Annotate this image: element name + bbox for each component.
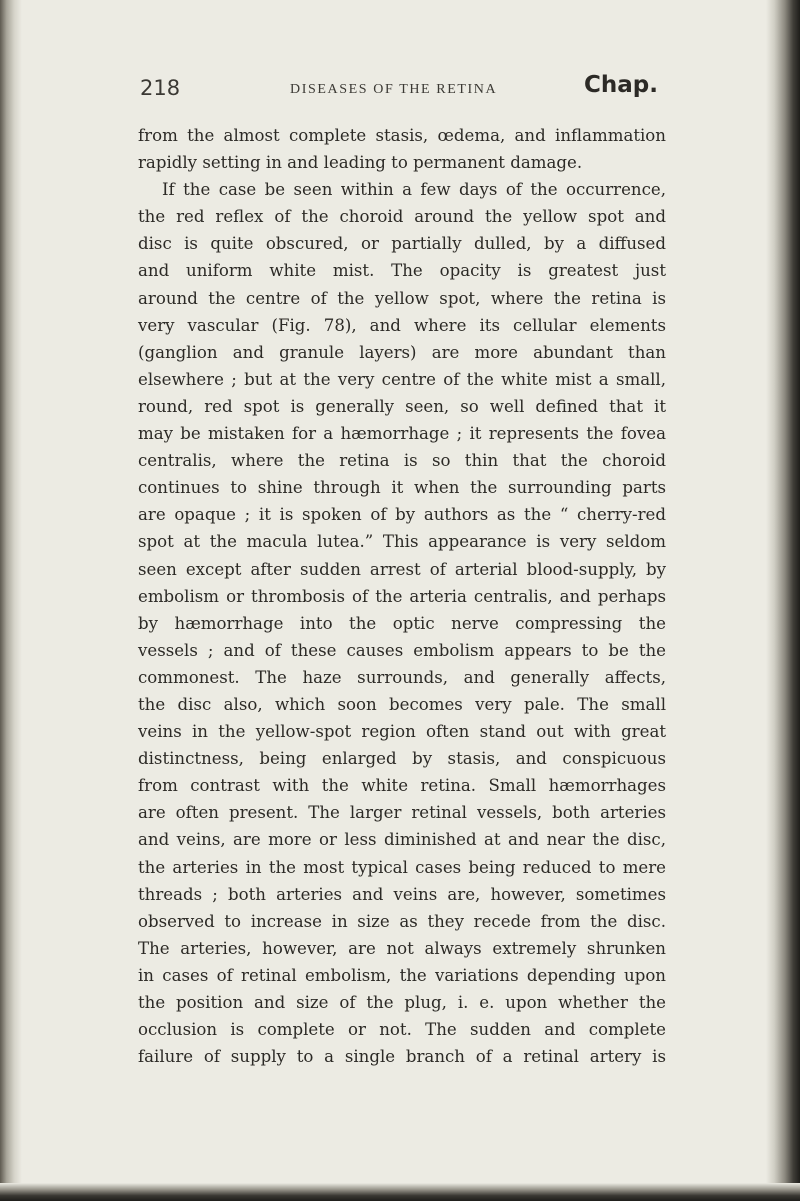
text-line: by hæmorrhage into the optic nerve compressing the [138, 613, 666, 633]
text-line: If the case be seen within a few days of the occurrence, [162, 180, 666, 200]
text-line: vessels ; and of these causes embolism appears to be the [138, 640, 666, 660]
text-line: elsewhere ; but at the very centre of the white mist a small, [138, 369, 666, 389]
text-line: failure of supply to a single branch of a retinal artery is [138, 1047, 666, 1067]
text-line: round, red spot is generally seen, so well defined that it [138, 396, 666, 416]
text-line: the red reflex of the choroid around the yellow spot and [138, 207, 666, 227]
page-right-shadow [766, 0, 800, 1201]
chapter-label: Chap. [584, 72, 658, 98]
text-line: distinctness, being enlarged by stasis, and conspicuous [138, 749, 666, 769]
text-line: and uniform white mist. The opacity is greatest just [138, 261, 666, 281]
text-line: veins in the yellow-spot region often stand out with great [138, 722, 666, 742]
text-line: from the almost complete stasis, œdema, and inflammation [138, 126, 666, 145]
text-line: are often present. The larger retinal vessels, both arteries [138, 803, 666, 823]
text-line: rapidly setting in and leading to permanent damage. [138, 153, 583, 173]
text-line: observed to increase in size as they recede from the disc. [138, 911, 666, 931]
running-title: DISEASES OF THE RETINA [290, 82, 498, 97]
text-line: in cases of retinal embolism, the variations depending upon [138, 965, 666, 985]
text-line: around the centre of the yellow spot, where the retina is [138, 288, 666, 308]
text-line: (ganglion and granule layers) are more abundant than [138, 342, 666, 362]
text-line: seen except after sudden arrest of arterial blood-supply, by [138, 559, 666, 579]
text-line: the disc also, which soon becomes very pale. The small [138, 694, 666, 714]
text-line: centralis, where the retina is so thin that the choroid [138, 451, 666, 471]
page-header [140, 72, 658, 108]
text-line: the arteries in the most typical cases being reduced to mere [138, 857, 666, 877]
text-line: continues to shine through it when the surrounding parts [138, 478, 666, 498]
text-line: occlusion is complete or not. The sudden and complete [138, 1020, 666, 1040]
text-line: are opaque ; it is spoken of by authors as the “ cherry-red [138, 505, 666, 525]
text-line: embolism or thrombosis of the arteria centralis, and perhaps [138, 586, 666, 606]
text-line: threads ; both arteries and veins are, however, sometimes [138, 884, 666, 904]
page-left-shadow [0, 0, 22, 1201]
text-line: may be mistaken for a hæmorrhage ; it represents the fovea [138, 424, 666, 444]
text-line: the position and size of the plug, i. e. upon whether the [138, 993, 666, 1012]
page-number: 218 [140, 76, 181, 100]
page-bottom-shadow [0, 1183, 800, 1201]
body-text [138, 122, 666, 1070]
text-line: spot at the macula lutea.” This appearance is very seldom [138, 532, 666, 552]
text-line: very vascular (Fig. 78), and where its cellular elements [138, 315, 666, 335]
text-line: and veins, are more or less diminished at and near the disc, [138, 830, 666, 850]
text-line: commonest. The haze surrounds, and generally affects, [138, 667, 666, 687]
text-line: disc is quite obscured, or partially dulled, by a diffused [138, 234, 666, 254]
text-line: The arteries, however, are not always extremely shrunken [138, 938, 666, 958]
text-line: from contrast with the white retina. Small hæmorrhages [138, 776, 666, 796]
